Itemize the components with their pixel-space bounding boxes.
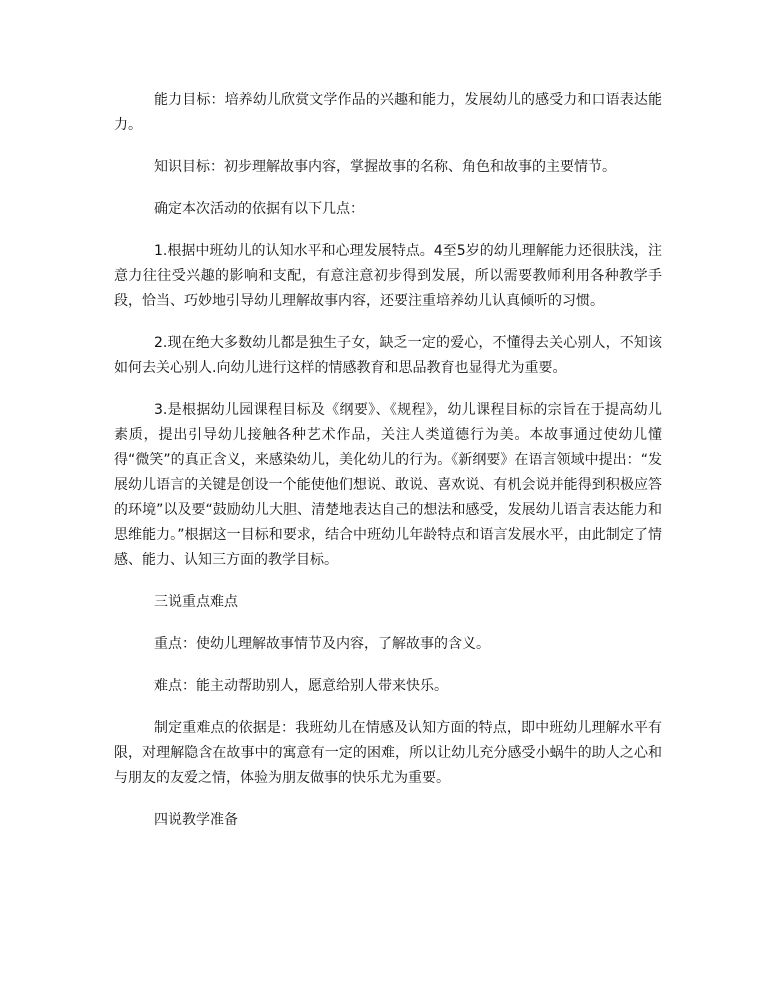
- basis-intro-paragraph: 确定本次活动的依据有以下几点：: [154, 201, 364, 217]
- basis-point-1-paragraph: 1.根据中班幼儿的认知水平和心理发展特点。4至5岁的幼儿理解能力还很肤浅，注意力往往受兴趣的影响和支配，有意注意初步得到发展，所以需要教师利用各种教学手段，恰当、巧妙地引导幼儿理解故事内容，还要注重培养幼儿认真倾听的习惯。: [114, 243, 662, 309]
- knowledge-goal-paragraph: 知识目标：初步理解故事内容，掌握故事的名称、角色和故事的主要情节。: [154, 159, 616, 175]
- section-heading-preparation: 四说教学准备: [154, 812, 238, 828]
- section-heading-key-points: 三说重点难点: [154, 594, 238, 610]
- document-body: [114, 88, 662, 850]
- difficulty-paragraph: 难点：能主动帮助别人，愿意给别人带来快乐。: [154, 678, 448, 694]
- key-difficulty-basis-paragraph: 制定重难点的依据是：我班幼儿在情感及认知方面的特点，即中班幼儿理解水平有限，对理解隐含在故事中的寓意有一定的困难，所以让幼儿充分感受小蜗牛的助人之心和与朋友的友爱之情，体验为朋友做事的快乐尤为重要。: [114, 720, 662, 786]
- basis-point-2-paragraph: 2.现在绝大多数幼儿都是独生子女，缺乏一定的爱心，不懂得去关心别人，不知该如何去关心别人.向幼儿进行这样的情感教育和思品教育也显得尤为重要。: [114, 335, 662, 376]
- basis-point-3-paragraph: 3.是根据幼儿园课程目标及《纲要》、《规程》，幼儿课程目标的宗旨在于提高幼儿素质，提出引导幼儿接触各种艺术作品，关注人类道德行为美。本故事通过使幼儿懂得“微笑”的真正含义，来感染幼儿，美化幼儿的行为。《新纲要》在语言领域中提出：“发展幼儿语言的关键是创设一个能使他们想说、敢说、喜欢说、有机会说并能得到积极应答的环境”以及要“鼓励幼儿大胆、清楚地表达自己的想法和感受，发展幼儿语言表达能力和思维能力。”根据这一目标和要求，结合中班幼儿年龄特点和语言发展水平，由此制定了情感、能力、认知三方面的教学目标。: [114, 402, 662, 568]
- ability-goal-paragraph: 能力目标：培养幼儿欣赏文学作品的兴趣和能力，发展幼儿的感受力和口语表达能力。: [114, 92, 662, 133]
- key-point-paragraph: 重点：使幼儿理解故事情节及内容，了解故事的含义。: [154, 636, 490, 652]
